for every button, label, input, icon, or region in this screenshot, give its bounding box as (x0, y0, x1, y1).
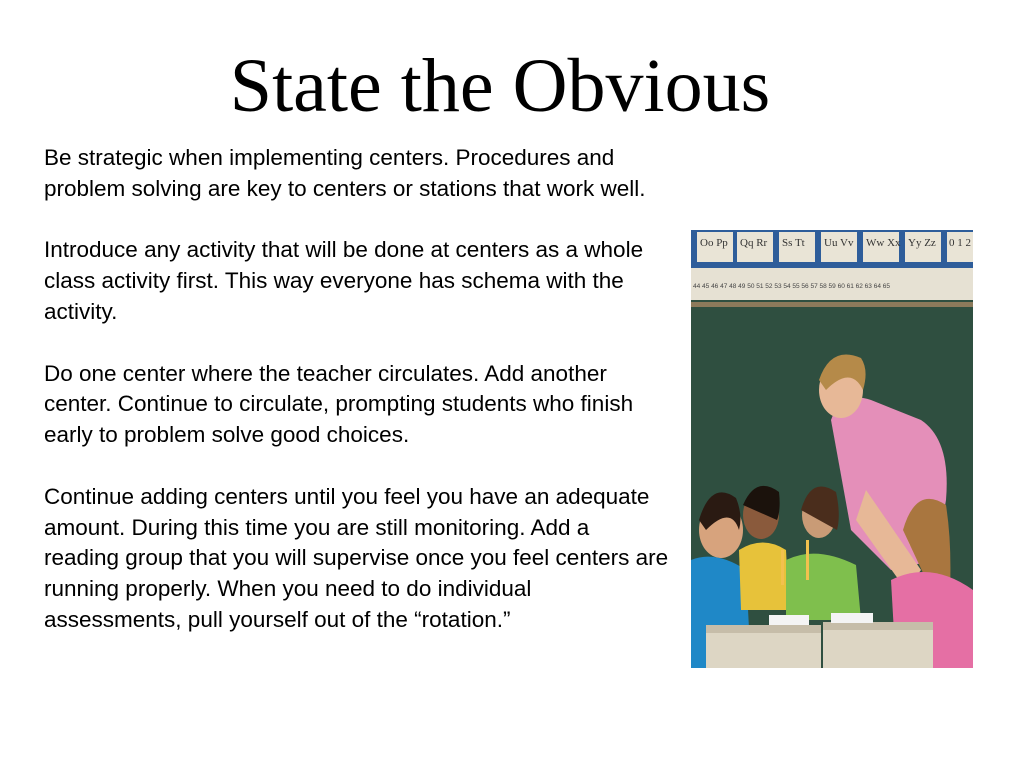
paragraph-2: Introduce any activity that will be done at centers as a whole class activity first. This way everyone has schema with the activity. (44, 237, 644, 324)
slide-title: State the Obvious (229, 44, 771, 128)
alphabet-card-6: Yy Zz (908, 237, 936, 249)
alphabet-card-4: Uu Vv (824, 237, 854, 249)
paragraph-4: Continue adding centers until you feel you have an adequate amount. During this time you are still monitoring. Add a reading group that you will supervise once you feel centers are running properly. When you need to do individual assessments, pull yourself out of the “rotation.” (44, 483, 669, 632)
body-text (44, 143, 669, 636)
alphabet-card-1: Oo Pp (700, 237, 728, 249)
alphabet-card-7: 0 1 2 (949, 237, 971, 249)
alphabet-card-5: Ww Xx (866, 237, 901, 249)
paragraph-1: Be strategic when implementing centers. Procedures and problem solving are key to centers or stations that work well. (44, 145, 646, 201)
alphabet-card-2: Qq Rr (740, 237, 768, 249)
alphabet-card-3: Ss Tt (782, 237, 805, 249)
classroom-photo (691, 230, 973, 668)
number-strip: 44 45 46 47 48 49 50 51 52 53 54 55 56 57 58 59 60 61 62 63 64 65 (693, 283, 890, 290)
paragraph-3: Do one center where the teacher circulates. Add another center. Continue to circulate, prompting students who finish early to problem solve good choices. (44, 360, 634, 448)
